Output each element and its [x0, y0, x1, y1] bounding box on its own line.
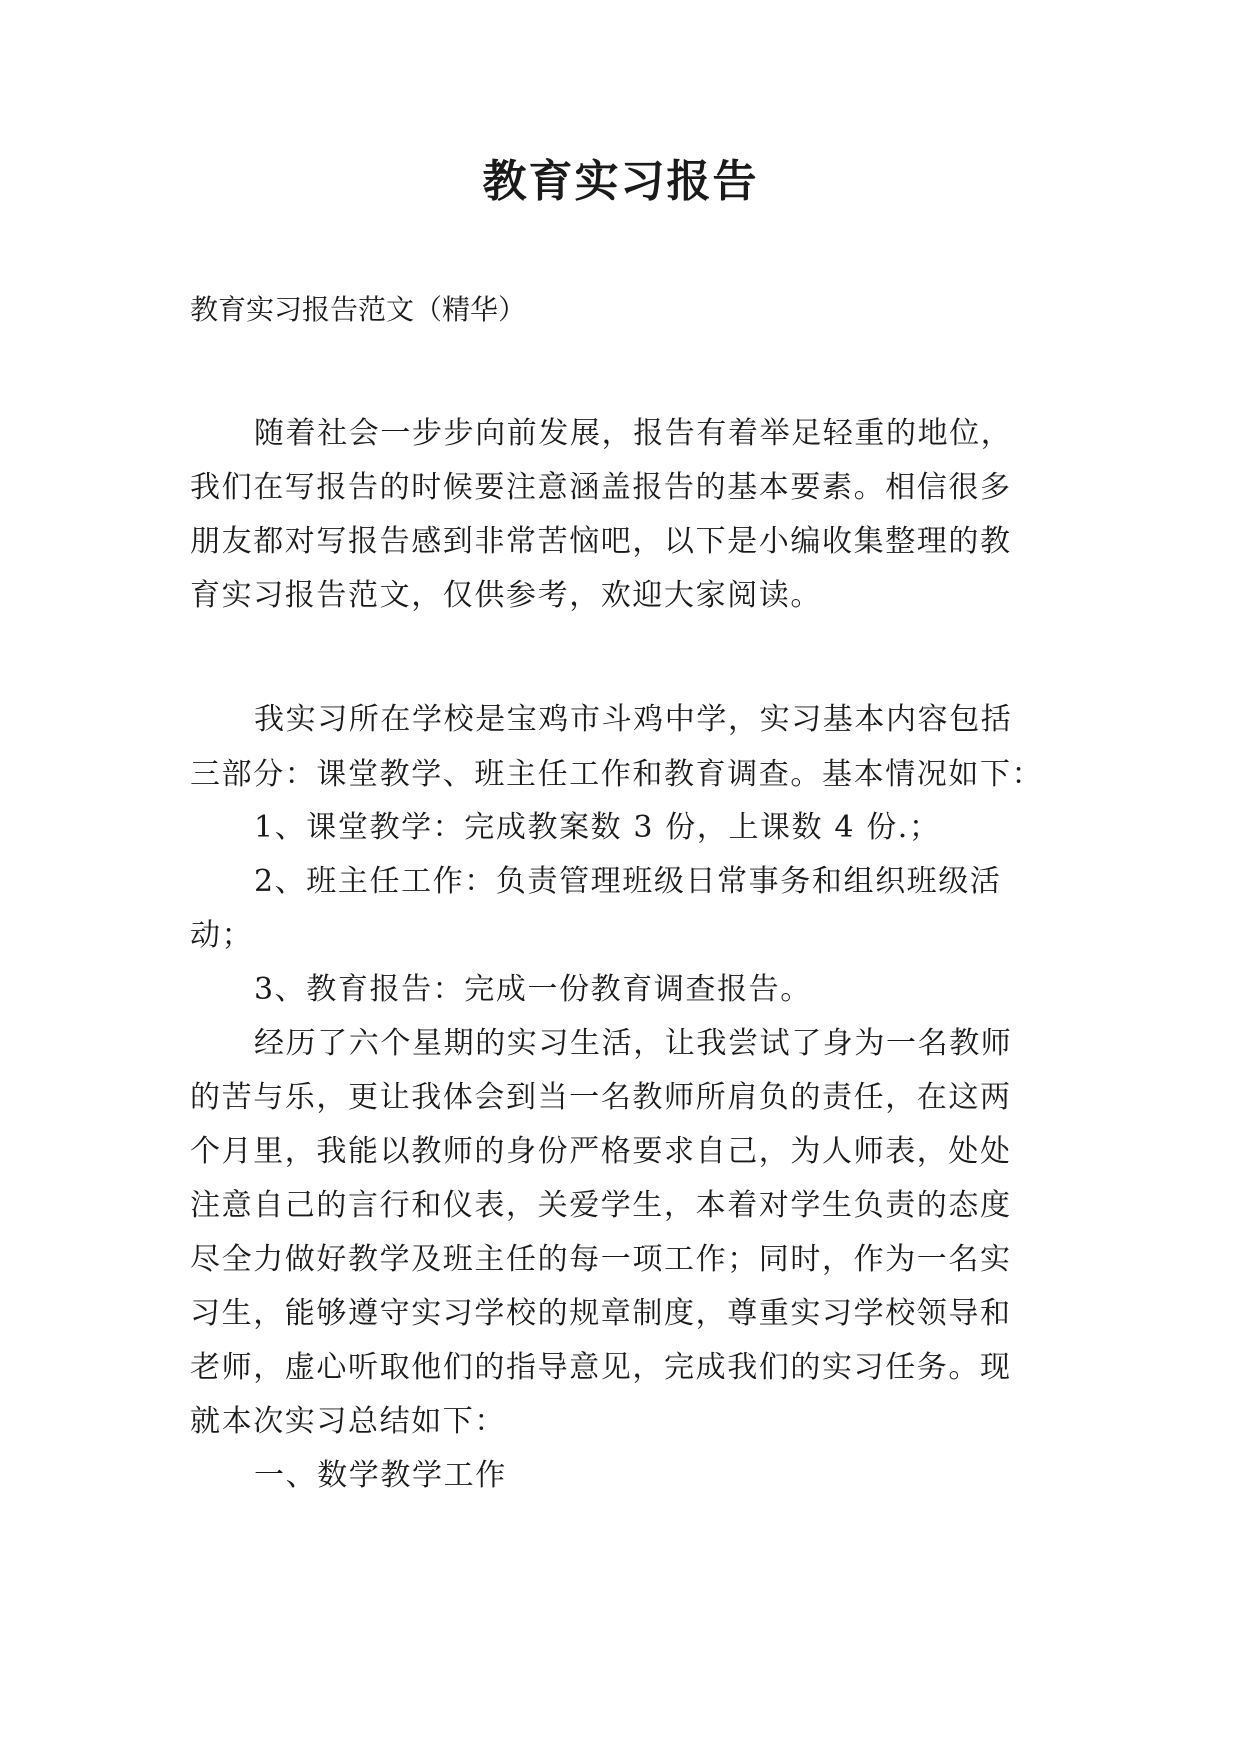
paragraph-line: 习生，能够遵守实习学校的规章制度，尊重实习学校领导和	[190, 1296, 1012, 1331]
paragraph-line: 经历了六个星期的实习生活，让我尝试了身为一名教师	[254, 1026, 1013, 1061]
paragraph-line: 个月里，我能以教师的身份严格要求自己，为人师表，处处	[190, 1134, 1012, 1169]
paragraph-line: 的苦与乐，更让我体会到当一名教师所肩负的责任，在这两	[190, 1080, 1012, 1115]
paragraph-line: 尽全力做好教学及班主任的每一项工作；同时，作为一名实	[190, 1242, 1012, 1277]
list-item: 3、教育报告：完成一份教育调查报告。	[254, 972, 812, 1007]
document-title: 教育实习报告	[482, 156, 759, 207]
paragraph-line: 老师，虚心听取他们的指导意见，完成我们的实习任务。现	[190, 1350, 1012, 1385]
list-item: 2、班主任工作：负责管理班级日常事务和组织班级活	[254, 864, 1002, 899]
paragraph-line: 三部分：课堂教学、班主任工作和教育调查。基本情况如下：	[190, 757, 1044, 792]
paragraph-line: 朋友都对写报告感到非常苦恼吧，以下是小编收集整理的教	[190, 524, 1012, 559]
paragraph-line: 育实习报告范文，仅供参考，欢迎大家阅读。	[190, 578, 822, 613]
section-heading: 一、数学教学工作	[254, 1458, 507, 1493]
list-item: 1、课堂教学：完成教案数 3 份，上课数 4 份.；	[254, 810, 941, 845]
paragraph-line: 我们在写报告的时候要注意涵盖报告的基本要素。相信很多	[190, 470, 1012, 505]
paragraph-line: 我实习所在学校是宝鸡市斗鸡中学，实习基本内容包括	[254, 702, 1013, 737]
paragraph-line: 随着社会一步步向前发展，报告有着举足轻重的地位，	[254, 416, 1013, 451]
paragraph-line: 动；	[190, 918, 254, 953]
paragraph-line: 注意自己的言行和仪表，关爱学生，本着对学生负责的态度	[190, 1188, 1012, 1223]
paragraph-line: 就本次实习总结如下：	[190, 1404, 506, 1439]
document-subtitle: 教育实习报告范文（精华）	[190, 293, 527, 326]
